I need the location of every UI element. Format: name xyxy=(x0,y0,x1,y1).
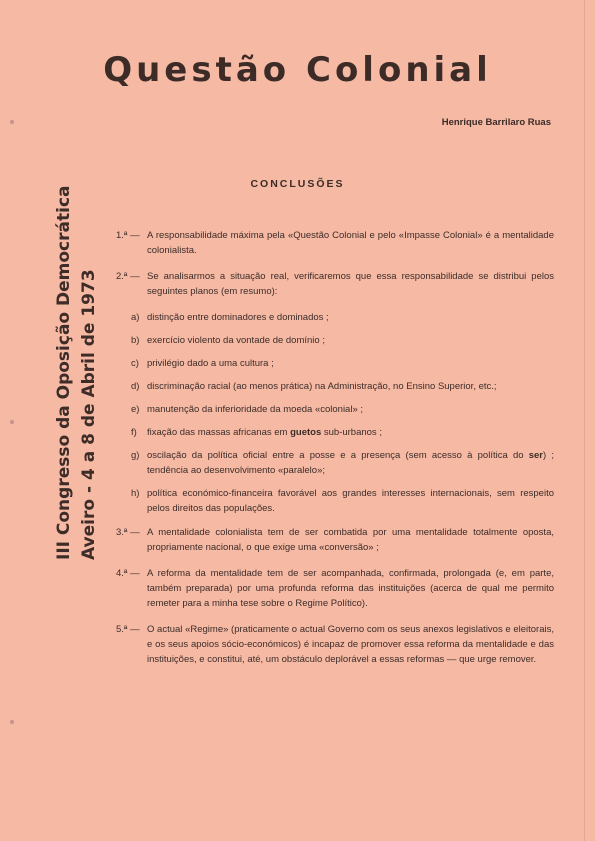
conclusion-item xyxy=(116,228,554,258)
congress-title: III Congresso da Oposição Democrática xyxy=(54,185,74,560)
conclusion-text: A responsabilidade máxima pela «Questão Colonial e pelo «Impasse Colonial» é a mentalidade colonialista. xyxy=(147,230,554,256)
conclusion-text: A reforma da mentalidade tem de ser acompanhada, confirmada, prolongada (e, em parte, também preparada) por uma profunda reforma das instituições (acerca de qual me permito remeter para a minha tese sobre o Regime Político). xyxy=(147,568,554,609)
sub-item xyxy=(131,425,554,440)
congress-date: Aveiro - 4 a 8 de Abril de 1973 xyxy=(79,269,99,560)
emphasis-word: guetos xyxy=(290,427,322,438)
sub-item xyxy=(131,448,554,478)
conclusion-item xyxy=(116,566,554,611)
binder-hole xyxy=(10,720,14,724)
author-name: Henrique Barrilaro Ruas xyxy=(441,117,551,128)
sub-item-letter: a) xyxy=(131,312,140,323)
sub-item-letter: f) xyxy=(131,427,137,438)
sub-item-letter: b) xyxy=(131,335,140,346)
conclusion-text: A mentalidade colonialista tem de ser combatida por uma mentalidade totalmente oposta, propriamente nacional, o que exige uma «conversão» ; xyxy=(147,527,554,553)
sub-item-letter: d) xyxy=(131,381,140,392)
document-title: Questão Colonial xyxy=(103,50,492,90)
sub-item-letter: g) xyxy=(131,450,140,461)
congress-sidebar xyxy=(52,185,102,560)
section-heading: CONCLUSÕES xyxy=(250,178,345,190)
conclusion-number: 4.ª — xyxy=(116,568,140,579)
sub-item-text: política económico-financeira favorável aos grandes interesses internacionais, sem respeito pelos direitos das populações. xyxy=(147,488,554,514)
sub-item xyxy=(131,310,554,325)
emphasis-word: ser xyxy=(528,450,543,461)
conclusion-item xyxy=(116,269,554,299)
sub-item-letter: h) xyxy=(131,488,140,499)
sub-item xyxy=(131,333,554,348)
conclusion-number: 3.ª — xyxy=(116,527,140,538)
conclusion-item xyxy=(116,622,554,667)
conclusions-body xyxy=(116,228,554,678)
conclusion-number: 2.ª — xyxy=(116,271,140,282)
conclusion-item xyxy=(116,525,554,555)
conclusion-text: O actual «Regime» (praticamente o actual Governo com os seus anexos legislativos e eleitorais, e os seus apoios sócio-económicos) é incapaz de promover essa reforma da mentalidade e das instituições, e constitui, até, um obstáculo deplorável a essas reformas — que urge remover. xyxy=(147,624,554,665)
conclusion-number: 5.ª — xyxy=(116,624,140,635)
sub-item-text: discriminação racial (ao menos prática) na Administração, no Ensino Superior, etc.; xyxy=(147,381,497,392)
conclusion-text: Se analisarmos a situação real, verificaremos que essa responsabilidade se distribui pelos seguintes planos (em resumo): xyxy=(147,271,554,297)
sub-item-text: privilégio dado a uma cultura ; xyxy=(147,358,274,369)
sub-item-letter: e) xyxy=(131,404,140,415)
sub-item-text: oscilação da política oficial entre a posse e a presença (sem acesso à política do ser) ; tendência ao desenvolvimento «paralelo»; xyxy=(147,450,554,476)
sub-item xyxy=(131,379,554,394)
sub-item-text: distinção entre dominadores e dominados ; xyxy=(147,312,329,323)
sub-item-text: fixação das massas africanas em guetos sub-urbanos ; xyxy=(147,427,382,438)
sub-item xyxy=(131,356,554,371)
sub-item-letter: c) xyxy=(131,358,139,369)
binder-hole xyxy=(10,420,14,424)
sub-item xyxy=(131,402,554,417)
sub-item-text: exercício violento da vontade de domínio ; xyxy=(147,335,325,346)
conclusion-number: 1.ª — xyxy=(116,230,140,241)
binder-hole xyxy=(10,120,14,124)
sub-item xyxy=(131,486,554,516)
sub-item-text: manutenção da inferioridade da moeda «colonial» ; xyxy=(147,404,364,415)
sub-item-list xyxy=(131,310,554,516)
paper-fold-line xyxy=(584,0,585,841)
